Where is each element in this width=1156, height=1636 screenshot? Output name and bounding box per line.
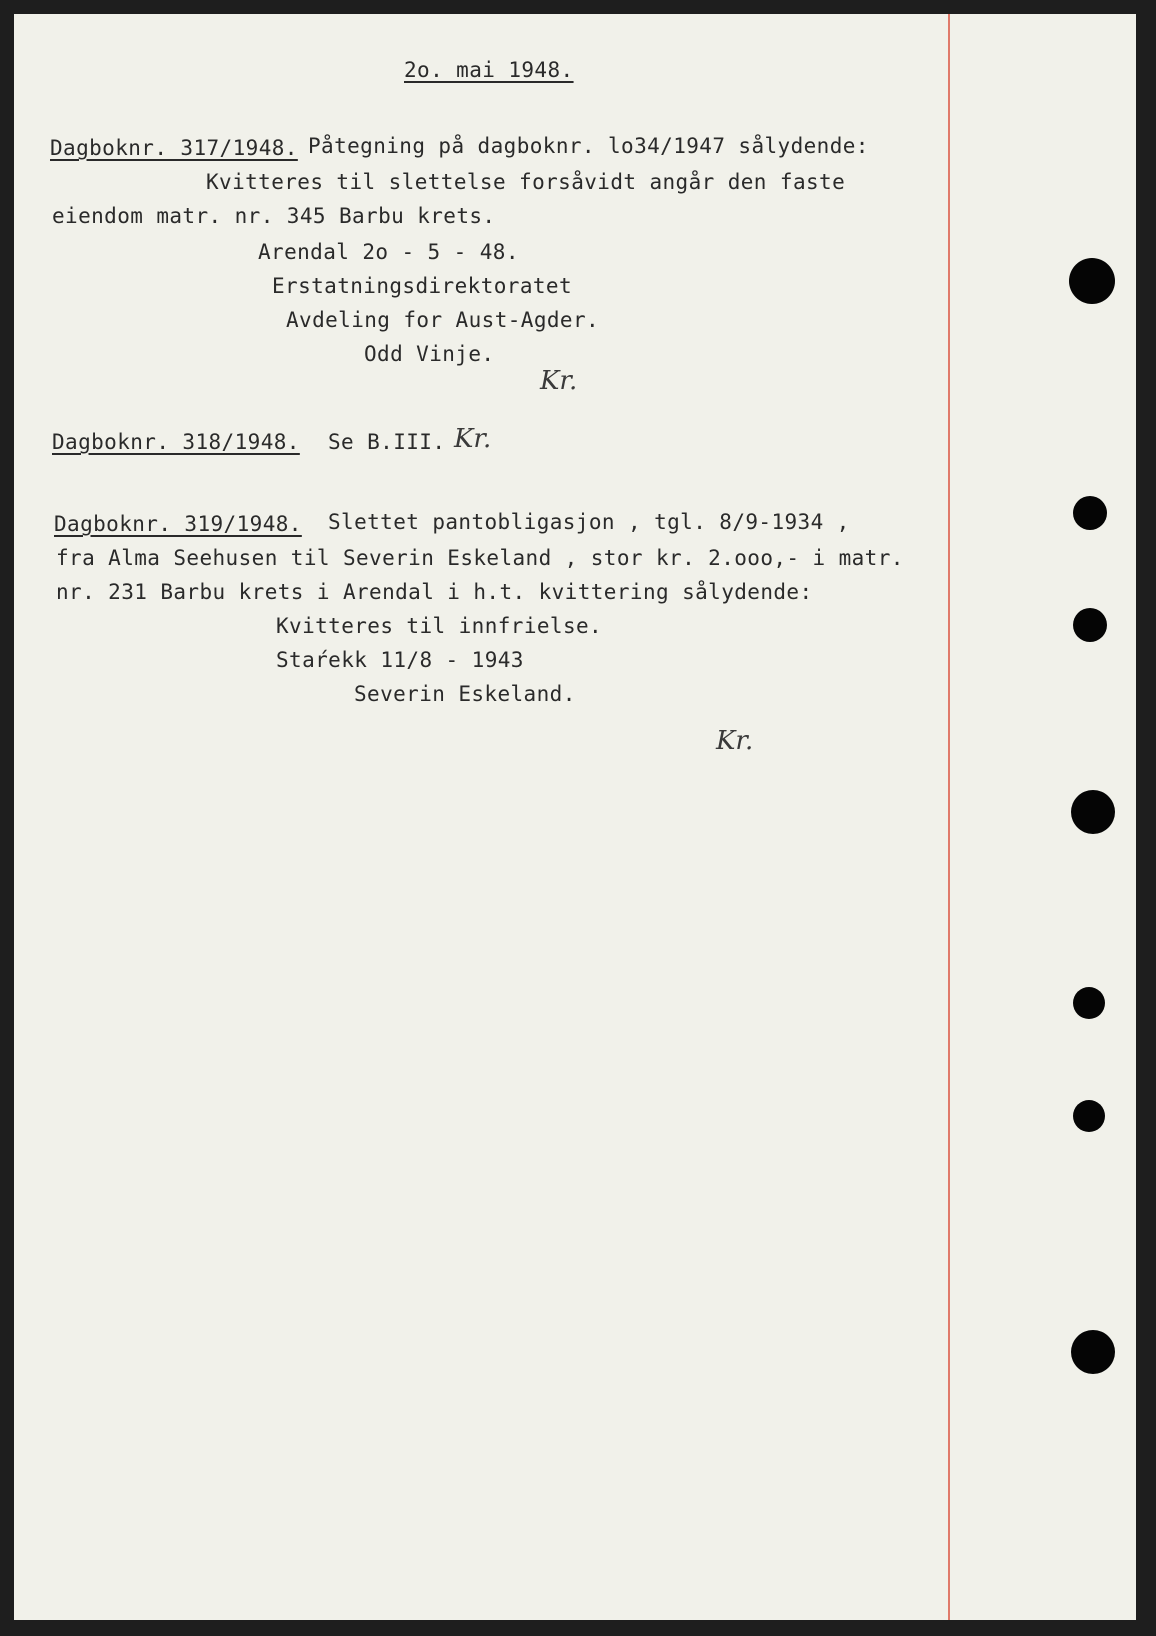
entry-319-initials: Kr.: [716, 726, 754, 756]
entry-317-line: Odd Vinje.: [364, 342, 495, 366]
binder-hole: [1069, 258, 1115, 304]
margin-line: [948, 14, 950, 1620]
entry-317-line: Arendal 2o - 5 - 48.: [258, 240, 519, 264]
entry-319-line: nr. 231 Barbu krets i Arendal i h.t. kvittering sålydende:: [56, 580, 813, 604]
binder-hole: [1073, 987, 1105, 1019]
entry-317-line: Avdeling for Aust-Agder.: [286, 308, 600, 332]
binder-hole: [1073, 1100, 1105, 1132]
entry-319-line: Slettet pantobligasjon , tgl. 8/9-1934 ,: [328, 510, 850, 534]
entry-317-line: Kvitteres til slettelse forsåvidt angår den faste: [206, 170, 846, 194]
entry-319-line: Staŕekk 11/8 - 1943: [276, 648, 524, 672]
entry-319-line: Severin Eskeland.: [354, 682, 576, 706]
entry-318-ref: Dagboknr. 318/1948.: [52, 430, 300, 454]
document-page: [14, 14, 1136, 1620]
entry-319-line: Kvitteres til innfrielse.: [276, 614, 603, 638]
binder-hole: [1073, 496, 1107, 530]
entry-318-initials: Kr.: [454, 424, 492, 454]
page-date: 2o. mai 1948.: [404, 58, 574, 82]
entry-318-line: Se B.III.: [328, 430, 446, 454]
binder-hole: [1073, 608, 1107, 642]
entry-317-line: Erstatningsdirektoratet: [272, 274, 572, 298]
entry-317-line: Påtegning på dagboknr. lo34/1947 sålydende:: [308, 134, 869, 158]
entry-319-line: fra Alma Seehusen til Severin Eskeland , stor kr. 2.ooo,- i matr.: [56, 546, 904, 570]
entry-319-ref: Dagboknr. 319/1948.: [54, 512, 302, 536]
entry-317-ref: Dagboknr. 317/1948.: [50, 136, 298, 160]
entry-317-line: eiendom matr. nr. 345 Barbu krets.: [52, 204, 496, 228]
binder-hole: [1071, 790, 1115, 834]
binder-hole: [1071, 1330, 1115, 1374]
entry-317-initials: Kr.: [540, 366, 578, 396]
